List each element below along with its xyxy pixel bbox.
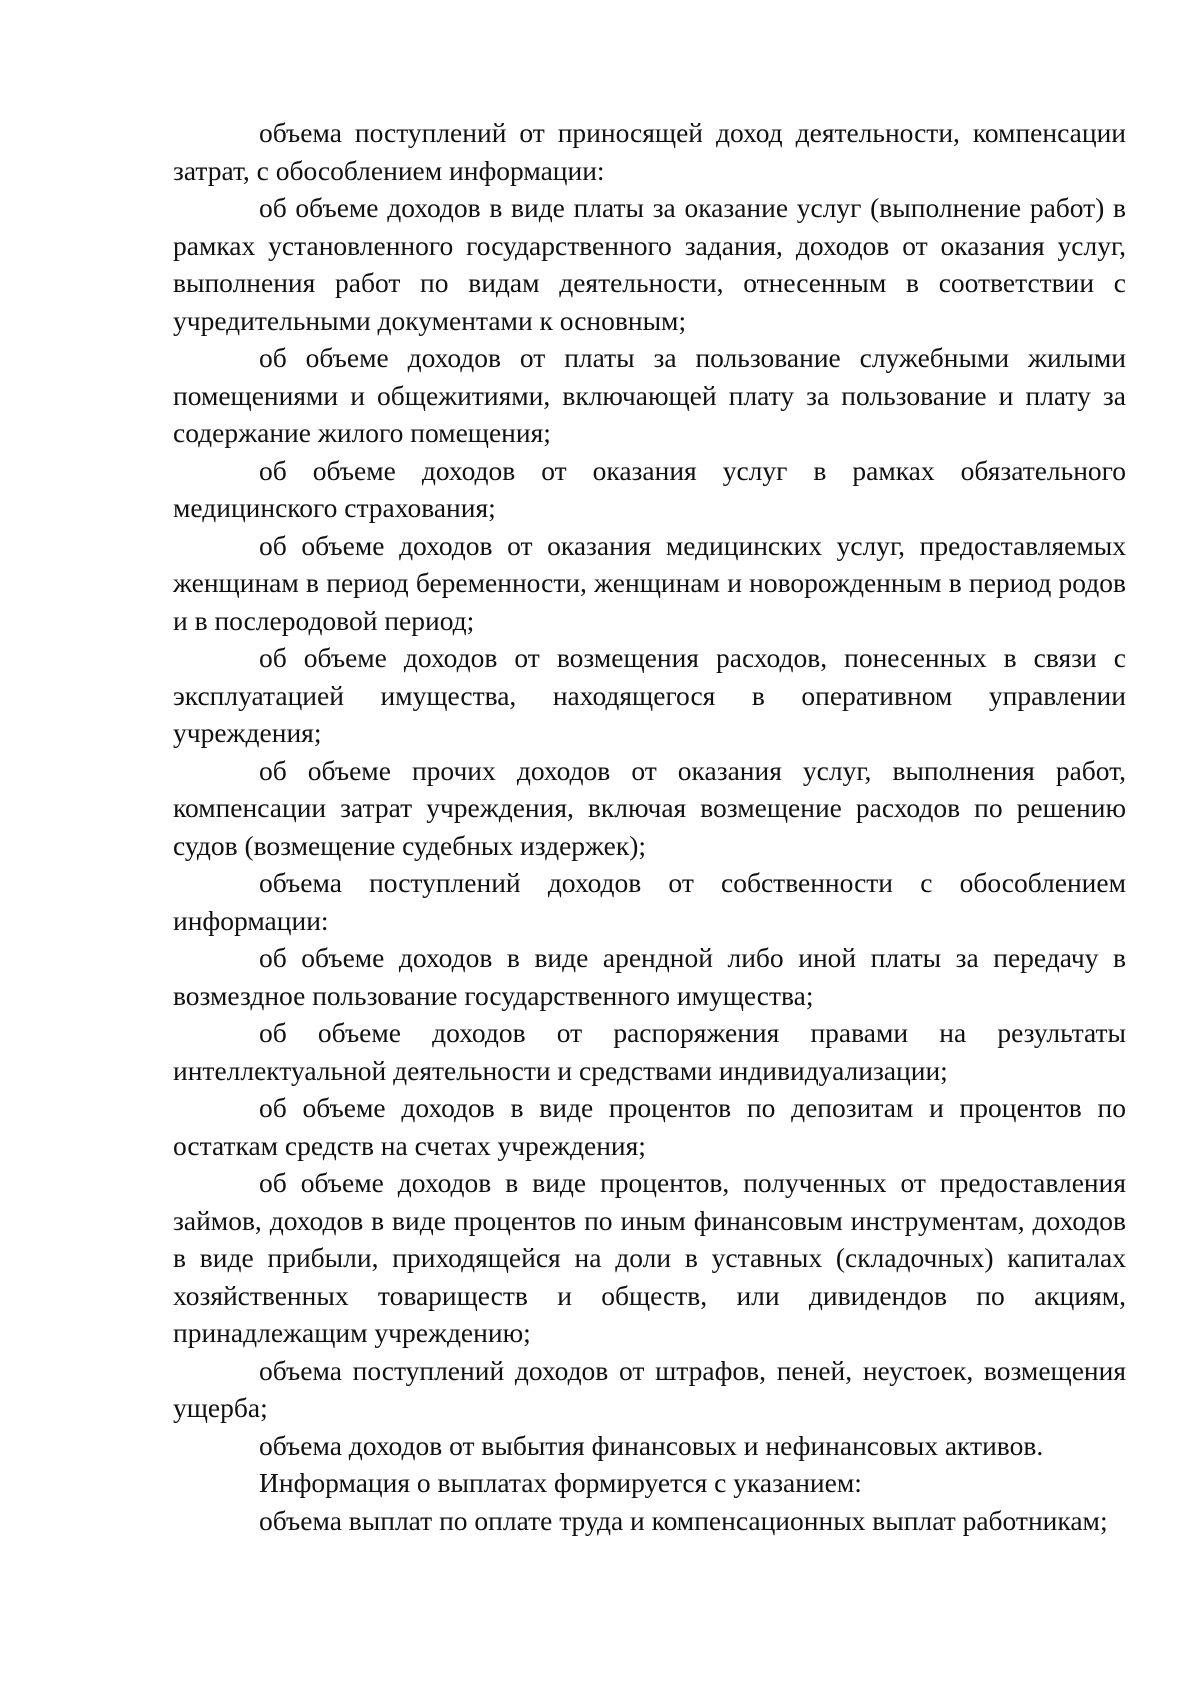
paragraph: об объеме прочих доходов от оказания услуг, выполнения работ, компенсации затрат учреждения, включая возмещение расходов по решению судов (возмещение судебных издержек); [173,754,1126,861]
paragraph: об объеме доходов в виде арендной либо иной платы за передачу в возмездное пользование государственного имущества; [173,942,1126,1011]
paragraph: об объеме доходов в виде процентов по депозитам и процентов по остаткам средств на счетах учреждения; [173,1092,1126,1161]
paragraph: об объеме доходов от возмещения расходов, понесенных в связи с эксплуатацией имущества, находящегося в оперативном управлении учреждения; [173,642,1126,748]
paragraph: об объеме доходов в виде процентов, полученных от предоставления займов, доходов в виде процентов по иным финансовым инструментам, доходов в виде прибыли, приходящейся на доли в уставных (складочных) капиталах хозяйственных товариществ и обществ, или дивидендов по акциям, принадлежащим учреждению; [173,1167,1126,1348]
paragraph: об объеме доходов от оказания услуг в рамках обязательного медицинского страхования; [173,454,1126,523]
paragraph: объема поступлений доходов от штрафов, пеней, неустоек, возмещения ущерба; [173,1354,1126,1423]
paragraph: об объеме доходов в виде платы за оказание услуг (выполнение работ) в рамках установленного государственного задания, доходов от оказания услуг, выполнения работ по видам деятельности, отнесенным в соответствии с учредительными документами к основным; [173,192,1126,336]
paragraph: об объеме доходов от платы за пользование служебными жилыми помещениями и общежитиями, включающей плату за пользование и плату за содержание жилого помещения; [173,342,1126,448]
document-body [173,114,1126,1539]
paragraph: об объеме доходов от распоряжения правами на результаты интеллектуальной деятельности и средствами индивидуализации; [173,1017,1126,1086]
paragraph: объема поступлений от приносящей доход деятельности, компенсации затрат, с обособлением информации: [173,117,1126,186]
paragraph: объема поступлений доходов от собственности с обособлением информации: [173,867,1126,936]
paragraph: Информация о выплатах формируется с указанием: [259,1467,862,1498]
paragraph: объема доходов от выбытия финансовых и нефинансовых активов. [259,1429,1044,1461]
paragraph: об объеме доходов от оказания медицинских услуг, предоставляемых женщинам в период беременности, женщинам и новорожденным в период родов и в послеродовой период; [173,529,1126,636]
paragraph: объема выплат по оплате труда и компенсационных выплат работникам; [259,1504,1108,1536]
